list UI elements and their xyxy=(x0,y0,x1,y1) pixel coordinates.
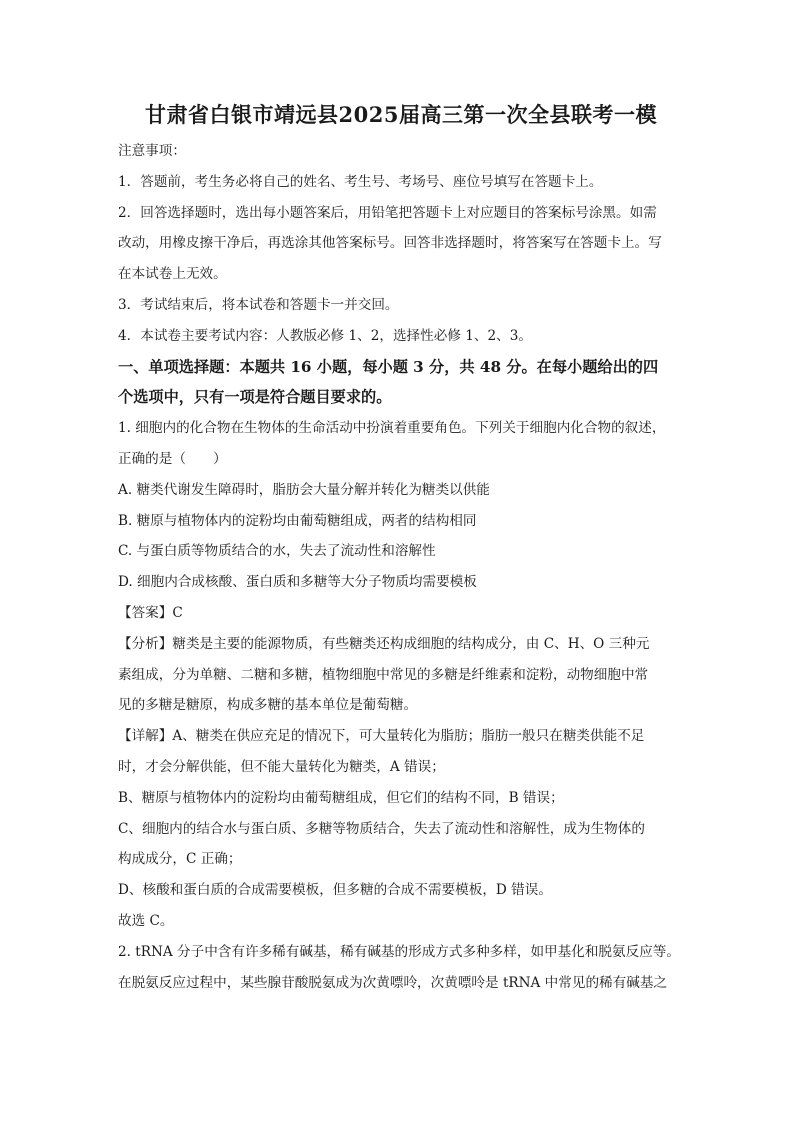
question-1-detail-a: 【详解】A、糖类在供应充足的情况下，可大量转化为脂肪；脂肪一般只在糖类供能不足 xyxy=(118,728,645,745)
notice-item-1: 1．答题前，考生务必将自己的姓名、考生号、考场号、座位号填写在答题卡上。 xyxy=(118,173,603,190)
section-heading: 一、单项选择题：本题共 16 小题，每小题 3 分，共 48 分。在每小题给出的四 xyxy=(118,357,659,376)
question-1-analysis-end: 见的多糖是糖原，构成多糖的基本单位是葡萄糖。 xyxy=(118,697,418,714)
question-2-stem: 2. tRNA 分子中含有许多稀有碱基，稀有碱基的形成方式多种多样，如甲基化和脱氨反应等。 xyxy=(118,943,680,960)
notice-item-3: 3．考试结束后，将本试卷和答题卡一并交回。 xyxy=(118,296,399,313)
question-1-stem-cont: 正确的是（ ） xyxy=(118,450,227,467)
question-1-analysis: 【分析】糖类是主要的能源物质，有些糖类还构成细胞的结构成分，由 C、H、O 三种元 xyxy=(118,635,650,652)
question-1-option-a: A. 糖类代谢发生障碍时，脂肪会大量分解并转化为糖类以供能 xyxy=(118,481,490,498)
question-1-option-b: B. 糖原与植物体内的淀粉均由葡萄糖组成，两者的结构相同 xyxy=(118,512,477,529)
notice-item-2-cont: 改动，用橡皮擦干净后，再选涂其他答案标号。回答非选择题时，将答案写在答题卡上。写 xyxy=(118,235,662,252)
question-1-conclusion: 故选 C。 xyxy=(118,912,174,929)
notice-item-2: 2．回答选择题时，选出每小题答案后，用铅笔把答题卡上对应题目的答案标号涂黑。如需 xyxy=(118,204,657,221)
question-1-detail-b: B、糖原与植物体内的淀粉均由葡萄糖组成，但它们的结构不同，B 错误； xyxy=(118,789,564,806)
question-1-detail-a-cont: 时，才会分解供能，但不能大量转化为糖类，A 错误； xyxy=(118,758,445,775)
notice-item-2-end: 在本试卷上无效。 xyxy=(118,266,227,283)
exam-page xyxy=(118,100,684,998)
question-1-detail-c: C、细胞内的结合水与蛋白质、多糖等物质结合，失去了流动性和溶解性，成为生物体的 xyxy=(118,820,645,837)
question-2-stem-cont: 在脱氨反应过程中，某些腺苷酸脱氨成为次黄嘌呤，次黄嘌呤是 tRNA 中常见的稀有碱基之 xyxy=(118,974,668,991)
page-title: 甘肃省白银市靖远县2025届高三第一次全县联考一模 xyxy=(145,102,657,127)
question-1-option-d: D. 细胞内合成核酸、蛋白质和多糖等大分子物质均需要模板 xyxy=(118,574,477,591)
question-1-detail-d: D、核酸和蛋白质的合成需要模板，但多糖的合成不需要模板，D 错误。 xyxy=(118,882,552,899)
section-heading-cont: 个选项中，只有一项是符合题目要求的。 xyxy=(118,388,392,407)
notice-heading: 注意事项： xyxy=(118,143,186,159)
question-1-analysis-cont: 素组成，分为单糖、二糖和多糖，植物细胞中常见的多糖是纤维素和淀粉，动物细胞中常 xyxy=(118,666,649,683)
notice-item-4: 4．本试卷主要考试内容：人教版必修 1、2，选择性必修 1、2、3。 xyxy=(118,327,532,344)
question-1-answer: 【答案】C xyxy=(118,604,183,621)
question-1-option-c: C. 与蛋白质等物质结合的水，失去了流动性和溶解性 xyxy=(118,543,436,560)
question-1-detail-c-cont: 构成成分，C 正确； xyxy=(118,851,242,868)
question-1-stem: 1. 细胞内的化合物在生物体的生命活动中扮演着重要角色。下列关于细胞内化合物的叙述， xyxy=(118,420,666,437)
